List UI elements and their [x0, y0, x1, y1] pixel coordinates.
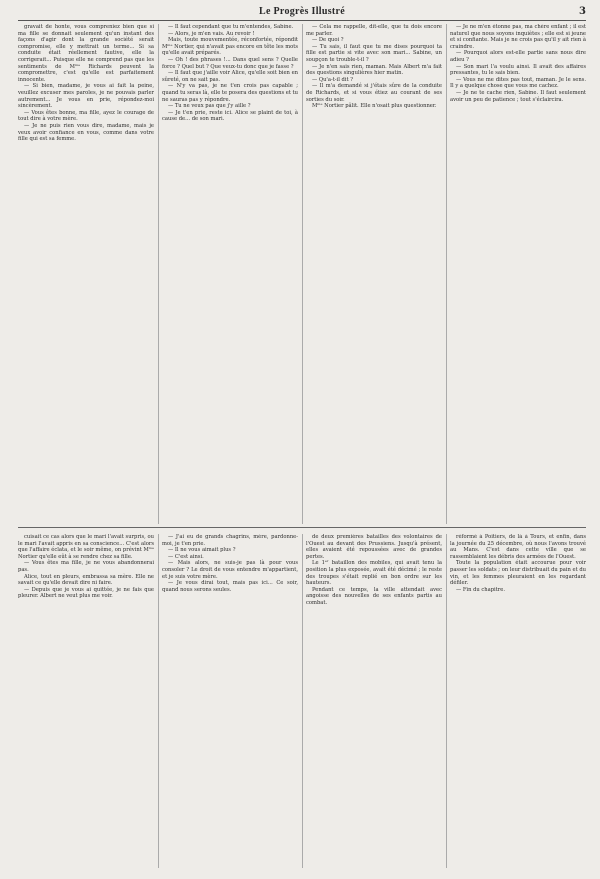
column-rule: [158, 24, 159, 524]
paragraph: — Tu sais, il faut que tu me dises pourquoi ta fille est partie si vite avec son mari... Sabine, un soupçon te trouble-t-il ?: [306, 43, 442, 63]
paragraph: — J'ai eu de grands chagrins, mère, pardonne-moi, je t'en prie.: [162, 534, 298, 547]
bottom-column-1: [18, 534, 154, 868]
bottom-column-3: [306, 534, 442, 868]
bottom-column-4: [450, 534, 586, 868]
paragraph: — Alors, je m'en vais. Au revoir !: [168, 30, 255, 37]
column-rule: [158, 534, 159, 868]
paragraph: — N'y va pas, je ne t'en crois pas capable ; quand tu seras là, elle te posera des questions et tu ne sauras pas y répondre.: [162, 83, 298, 103]
paragraph: — Il m'a demandé si j'étais sûre de la conduite de Richards, et si vous étiez au courant de ses sorties du soir.: [306, 83, 442, 103]
top-column-3: [306, 24, 442, 524]
bottom-text-block: [18, 534, 586, 868]
bottom-column-2: [162, 534, 298, 868]
paragraph: gravait de honte, vous compreniez bien que si ma fille se donnait seulement qu'un instant des façons d'agir dont la grande société serait compromise, elle y mettrait un terme... Si sa conduite était réellement fautive, elle la corrigerait... Puisque elle ne comprend pas que les sentiments de Mᵐᵉ Richards peuvent la compromettre, c'est qu'elle est parfaitement innocente.: [18, 24, 154, 83]
paragraph: — Vous êtes ma fille, je ne vous abandonnerai pas.: [18, 560, 154, 573]
paragraph: — Si bien, madame, je vous ai fait la peine, veuillez excuser mes paroles, je ne pouvais parler autrement... Je vous en prie, répondez-moi sincèrement.: [18, 83, 154, 110]
top-column-2: [162, 24, 298, 524]
paragraph: Mᵐᵉ Nortier pâlit. Elle n'osait plus questionner.: [312, 103, 437, 110]
paragraph: Toute la population était accourue pour voir passer les soldats ; on leur distribuait du pain et du vin, et les femmes pleuraient en les regardant défiler.: [450, 560, 586, 587]
masthead-title: Le Progrès Illustré: [258, 6, 346, 17]
column-rule: [446, 534, 447, 868]
paragraph: — Vous ne me dites pas tout, maman. Je le sens. Il y a quelque chose que vous me cachez.: [450, 76, 586, 90]
paragraph: de deux premières batailles des volontaires de l'Ouest au devant des Prussiens. Jusqu'à présent, elles avaient été repoussées avec de grandes pertes.: [306, 534, 442, 560]
paragraph: — Pourquoi alors est-elle partie sans nous dire adieu ?: [450, 50, 586, 63]
paragraph: Le 1ᵉʳ bataillon des mobiles, qui avait tenu la position la plus exposée, avait été décimé ; le reste des troupes s'était replié en bon ordre sur les hauteurs.: [306, 560, 442, 587]
paragraph: cuisait ce cas alors que le mari l'avait surpris, ou le mari l'avait appris en sa conscience... C'est alors que l'affaire éclata, et le soir même, on prévint Mᵐᵉ Nortier qu'elle eût à se rendre chez sa fille.: [18, 534, 154, 560]
paragraph: — De quoi ?: [312, 37, 344, 44]
top-column-1: [18, 24, 154, 524]
paragraph: — Je n'en sais rien, maman. Mais Albert m'a fait des questions singulières hier matin.: [306, 63, 442, 77]
column-rule: [446, 24, 447, 524]
paragraph: — Depuis que je vous ai quittée, je ne fais que pleurer. Albert ne veut plus me voir.: [18, 586, 154, 600]
paragraph: — Oh ! des phrases !... Dans quel sens ? Quelle force ? Quel but ? Que veux-tu donc que je fasse ?: [162, 56, 298, 70]
paragraph: Pendant ce temps, la ville attendait avec angoisse des nouvelles de ses enfants partis au combat.: [306, 586, 442, 606]
paragraph: — Mais alors, ne suis-je pas là pour vous consoler ? Le droit de vous entendre m'appartient, et je suis votre mère.: [162, 560, 298, 580]
paragraph: réformé à Poitiers, de là à Tours, et enfin, dans la journée du 25 décembre, où nous l'avons trouvé au Mans. C'est dans cette ville que se rassemblaient les débris des armées de l'Ouest.: [450, 534, 586, 560]
section-divider: [18, 527, 586, 528]
page-number: 3: [579, 6, 586, 17]
paragraph: — Vous êtes bonne, ma fille, ayez le courage de tout dire à votre mère.: [18, 109, 154, 123]
column-rule: [302, 534, 303, 868]
column-rule: [302, 24, 303, 524]
paragraph: — Il faut que j'aille voir Alice, qu'elle soit bien en sûreté, on ne sait pas.: [162, 70, 298, 83]
header-rule: [18, 20, 586, 21]
paragraph: — Je ne m'en étonne pas, ma chère enfant ; il est naturel que nous soyons inquiètes ; elle est si jeune et si confiante. Mais je ne crois pas qu'il y ait rien à craindre.: [450, 24, 586, 50]
paragraph: — Tu ne veux pas que j'y aille ?: [168, 103, 251, 110]
page-header: [18, 6, 586, 20]
paragraph: — Son mari l'a voulu ainsi. Il avait des affaires pressantes, tu le sais bien.: [450, 63, 586, 77]
paragraph: — Je t'en prie, reste ici. Alice se plaint de toi, à cause de... de son mari.: [162, 109, 298, 123]
top-text-block: [18, 24, 586, 524]
paragraph: — C'est ainsi.: [168, 553, 204, 560]
paragraph: Alice, tout en pleurs, embrassa sa mère. Elle ne savait ce qu'elle devait dire ni faire.: [18, 573, 154, 587]
paragraph: — Fin du chapitre.: [456, 586, 505, 593]
paragraph: Mais, toute mouvementée, réconfortée, répondit Mᵐᵉ Nortier, qui n'avait pas encore en tête les mots qu'elle avait préparés.: [162, 37, 298, 57]
top-column-4: [450, 24, 586, 524]
paragraph: — Je ne te cache rien, Sabine. Il faut seulement avoir un peu de patience ; tout s'éclaircira.: [450, 89, 586, 103]
paragraph: — Il ne vous aimait plus ?: [168, 547, 236, 554]
paragraph: — Qu'a-t-il dit ?: [312, 76, 354, 83]
paragraph: — Il faut cependant que tu m'entendes, Sabine.: [168, 24, 294, 30]
paragraph: — Cela me rappelle, dit-elle, que tu dois encore me parler.: [306, 24, 442, 37]
paragraph: — Je ne puis rien vous dire, madame, mais je veux avoir confiance en vous, comme dans votre fille qui est sa femme.: [18, 122, 154, 143]
paragraph: — Je vous dirai tout, mais pas ici... Ce soir, quand nous serons seules.: [162, 580, 298, 593]
